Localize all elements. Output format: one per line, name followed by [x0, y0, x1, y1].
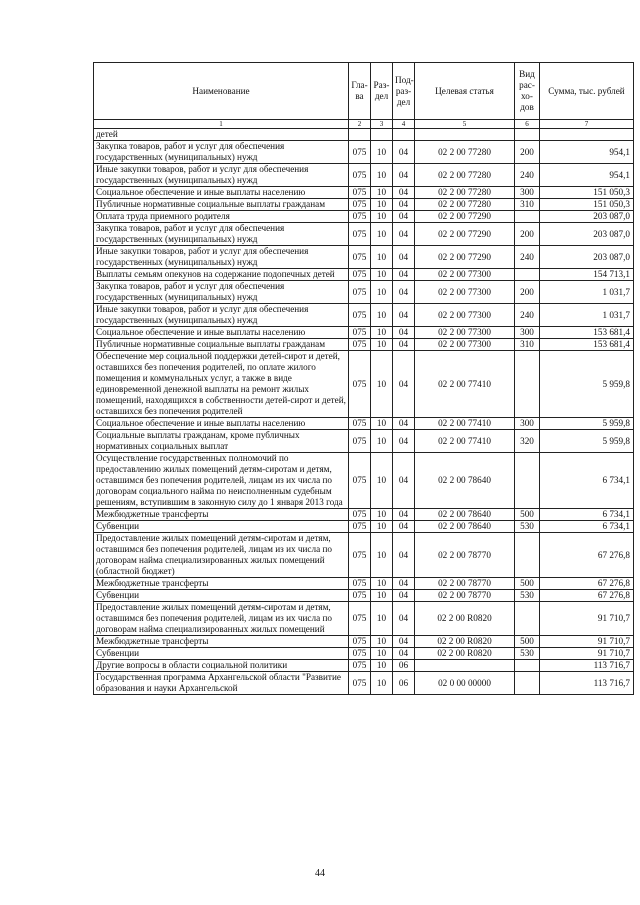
row-subsection-cell: 04: [393, 327, 415, 339]
column-number: 3: [371, 120, 393, 129]
row-name-cell: Закупка товаров, работ и услуг для обеспечения государственных (муниципальных) нужд: [94, 223, 349, 246]
row-expense-type-cell: [515, 602, 540, 636]
row-name-cell: Социальное обеспечение и иные выплаты населению: [94, 418, 349, 430]
row-target-cell: 02 2 00 77280: [415, 187, 515, 199]
row-expense-type-cell: 320: [515, 430, 540, 453]
row-target-cell: [415, 129, 515, 141]
row-amount-cell: 113 716,7: [540, 660, 634, 672]
row-name-cell: Закупка товаров, работ и услуг для обеспечения государственных (муниципальных) нужд: [94, 141, 349, 164]
header-subsection: Под-раз-дел: [393, 63, 415, 120]
row-name-cell: Оплата труда приемного родителя: [94, 211, 349, 223]
row-expense-type-cell: 240: [515, 304, 540, 327]
row-name-cell: Осуществление государственных полномочий по предоставлению жилых помещений детям-сиротам и детям, оставшимся без попечения родителей, лицам из их числа по договорам социального найма по неисполненным судебным решениям, вступившим в законную силу до 1 января 2013 года: [94, 453, 349, 509]
row-subsection-cell: 04: [393, 418, 415, 430]
row-subsection-cell: 04: [393, 430, 415, 453]
row-chapter-cell: 075: [349, 223, 371, 246]
table-row: [94, 211, 634, 223]
table-row: [94, 533, 634, 578]
row-section-cell: 10: [371, 533, 393, 578]
row-target-cell: 02 2 00 78640: [415, 453, 515, 509]
row-chapter-cell: 075: [349, 509, 371, 521]
row-section-cell: [371, 129, 393, 141]
table-row: [94, 430, 634, 453]
row-section-cell: 10: [371, 211, 393, 223]
row-section-cell: 10: [371, 430, 393, 453]
row-name-cell: Обеспечение мер социальной поддержки детей-сирот и детей, оставшихся без попечения родителей, по оплате жилого помещения и коммунальных услуг, а также в виде единовременной денежной выплаты на ремонт жилых помещений, находящихся в собственности детей-сирот и детей, оставшихся без попечения родителей: [94, 351, 349, 418]
row-name-cell: Предоставление жилых помещений детям-сиротам и детям, оставшимся без попечения родителей, лицам из их числа по договорам найма специализированных жилых помещений (областной бюджет): [94, 533, 349, 578]
row-chapter-cell: 075: [349, 602, 371, 636]
row-chapter-cell: 075: [349, 281, 371, 304]
row-expense-type-cell: 240: [515, 164, 540, 187]
row-amount-cell: 153 681,4: [540, 339, 634, 351]
row-section-cell: 10: [371, 164, 393, 187]
row-target-cell: 02 2 00 78770: [415, 533, 515, 578]
row-name-cell: Социальное обеспечение и иные выплаты населению: [94, 327, 349, 339]
row-amount-cell: 5 959,8: [540, 351, 634, 418]
row-target-cell: 02 2 00 77290: [415, 223, 515, 246]
column-number: 6: [515, 120, 540, 129]
row-expense-type-cell: 500: [515, 509, 540, 521]
row-name-cell: Межбюджетные трансферты: [94, 578, 349, 590]
row-chapter-cell: 075: [349, 269, 371, 281]
row-expense-type-cell: 200: [515, 141, 540, 164]
row-section-cell: 10: [371, 199, 393, 211]
row-target-cell: 02 2 00 R0820: [415, 602, 515, 636]
row-name-cell: Межбюджетные трансферты: [94, 636, 349, 648]
row-chapter-cell: 075: [349, 521, 371, 533]
row-name-cell: Субвенции: [94, 648, 349, 660]
table-row: [94, 509, 634, 521]
row-subsection-cell: 06: [393, 672, 415, 695]
row-target-cell: 02 2 00 78770: [415, 590, 515, 602]
row-section-cell: 10: [371, 578, 393, 590]
row-name-cell: Социальные выплаты гражданам, кроме публичных нормативных социальных выплат: [94, 430, 349, 453]
row-section-cell: 10: [371, 339, 393, 351]
row-chapter-cell: 075: [349, 339, 371, 351]
row-target-cell: 02 2 00 77290: [415, 211, 515, 223]
row-name-cell: Закупка товаров, работ и услуг для обеспечения государственных (муниципальных) нужд: [94, 281, 349, 304]
row-section-cell: 10: [371, 521, 393, 533]
header-name: Наименование: [94, 63, 349, 120]
row-expense-type-cell: [515, 453, 540, 509]
row-amount-cell: 203 087,0: [540, 211, 634, 223]
table-body: [94, 129, 634, 695]
row-amount-cell: 91 710,7: [540, 602, 634, 636]
table-row: [94, 648, 634, 660]
row-chapter-cell: 075: [349, 533, 371, 578]
row-chapter-cell: 075: [349, 590, 371, 602]
row-target-cell: 02 2 00 77300: [415, 327, 515, 339]
row-section-cell: 10: [371, 590, 393, 602]
row-subsection-cell: 04: [393, 648, 415, 660]
row-name-cell: детей: [94, 129, 349, 141]
row-chapter-cell: 075: [349, 246, 371, 269]
table-row: [94, 223, 634, 246]
table-row: [94, 129, 634, 141]
row-amount-cell: 151 050,3: [540, 199, 634, 211]
row-expense-type-cell: [515, 351, 540, 418]
row-target-cell: 02 2 00 78770: [415, 578, 515, 590]
row-name-cell: Государственная программа Архангельской области "Развитие образования и науки Архангельской: [94, 672, 349, 695]
row-section-cell: 10: [371, 672, 393, 695]
row-subsection-cell: 04: [393, 141, 415, 164]
row-amount-cell: 91 710,7: [540, 648, 634, 660]
row-amount-cell: 5 959,8: [540, 430, 634, 453]
row-chapter-cell: 075: [349, 327, 371, 339]
row-subsection-cell: 04: [393, 223, 415, 246]
row-name-cell: Субвенции: [94, 521, 349, 533]
row-section-cell: 10: [371, 453, 393, 509]
table-row: [94, 141, 634, 164]
row-subsection-cell: 04: [393, 351, 415, 418]
row-name-cell: Иные закупки товаров, работ и услуг для обеспечения государственных (муниципальных) нужд: [94, 304, 349, 327]
table-row: [94, 339, 634, 351]
row-expense-type-cell: 200: [515, 223, 540, 246]
row-target-cell: 02 2 00 78640: [415, 509, 515, 521]
row-name-cell: Иные закупки товаров, работ и услуг для обеспечения государственных (муниципальных) нужд: [94, 246, 349, 269]
table-row: [94, 269, 634, 281]
row-subsection-cell: 04: [393, 211, 415, 223]
row-expense-type-cell: [515, 211, 540, 223]
column-number: 2: [349, 120, 371, 129]
row-section-cell: 10: [371, 351, 393, 418]
table-row: [94, 418, 634, 430]
table-row: [94, 602, 634, 636]
row-amount-cell: 113 716,7: [540, 672, 634, 695]
row-expense-type-cell: 240: [515, 246, 540, 269]
table-row: [94, 187, 634, 199]
row-section-cell: 10: [371, 141, 393, 164]
row-subsection-cell: 04: [393, 636, 415, 648]
row-amount-cell: [540, 129, 634, 141]
row-subsection-cell: 04: [393, 521, 415, 533]
column-number: 4: [393, 120, 415, 129]
row-subsection-cell: 04: [393, 269, 415, 281]
row-subsection-cell: [393, 129, 415, 141]
row-chapter-cell: 075: [349, 578, 371, 590]
row-target-cell: 02 2 00 77410: [415, 418, 515, 430]
row-target-cell: 02 0 00 00000: [415, 672, 515, 695]
header-chapter: Гла-ва: [349, 63, 371, 120]
row-subsection-cell: 04: [393, 281, 415, 304]
budget-table: [93, 62, 634, 695]
row-expense-type-cell: [515, 129, 540, 141]
row-expense-type-cell: 530: [515, 521, 540, 533]
table-row: [94, 453, 634, 509]
row-chapter-cell: 075: [349, 648, 371, 660]
header-expense-type: Вид рас-хо-дов: [515, 63, 540, 120]
row-expense-type-cell: 300: [515, 187, 540, 199]
table-row: [94, 164, 634, 187]
header-row: [94, 63, 634, 120]
row-amount-cell: 6 734,1: [540, 509, 634, 521]
table-row: [94, 199, 634, 211]
row-section-cell: 10: [371, 636, 393, 648]
table-row: [94, 281, 634, 304]
row-section-cell: 10: [371, 509, 393, 521]
row-chapter-cell: 075: [349, 418, 371, 430]
column-number-row: [94, 120, 634, 129]
row-target-cell: [415, 660, 515, 672]
row-section-cell: 10: [371, 269, 393, 281]
row-name-cell: Социальное обеспечение и иные выплаты населению: [94, 187, 349, 199]
row-chapter-cell: 075: [349, 164, 371, 187]
row-amount-cell: 1 031,7: [540, 281, 634, 304]
row-subsection-cell: 04: [393, 590, 415, 602]
row-name-cell: Субвенции: [94, 590, 349, 602]
row-expense-type-cell: [515, 269, 540, 281]
row-name-cell: Публичные нормативные социальные выплаты гражданам: [94, 199, 349, 211]
column-number: 5: [415, 120, 515, 129]
row-amount-cell: 67 276,8: [540, 578, 634, 590]
row-amount-cell: 67 276,8: [540, 590, 634, 602]
table-row: [94, 636, 634, 648]
row-chapter-cell: 075: [349, 430, 371, 453]
row-chapter-cell: 075: [349, 199, 371, 211]
row-expense-type-cell: 500: [515, 578, 540, 590]
row-amount-cell: 91 710,7: [540, 636, 634, 648]
row-chapter-cell: 075: [349, 453, 371, 509]
row-subsection-cell: 04: [393, 453, 415, 509]
row-amount-cell: 67 276,8: [540, 533, 634, 578]
row-chapter-cell: [349, 129, 371, 141]
row-subsection-cell: 06: [393, 660, 415, 672]
row-target-cell: 02 2 00 77410: [415, 351, 515, 418]
row-expense-type-cell: 310: [515, 199, 540, 211]
row-name-cell: Иные закупки товаров, работ и услуг для обеспечения государственных (муниципальных) нужд: [94, 164, 349, 187]
row-target-cell: 02 2 00 77410: [415, 430, 515, 453]
row-expense-type-cell: [515, 533, 540, 578]
row-section-cell: 10: [371, 648, 393, 660]
row-expense-type-cell: 300: [515, 327, 540, 339]
row-name-cell: Межбюджетные трансферты: [94, 509, 349, 521]
row-chapter-cell: 075: [349, 211, 371, 223]
header-target: Целевая статья: [415, 63, 515, 120]
row-chapter-cell: 075: [349, 636, 371, 648]
row-expense-type-cell: 530: [515, 590, 540, 602]
row-chapter-cell: 075: [349, 141, 371, 164]
row-expense-type-cell: 200: [515, 281, 540, 304]
row-target-cell: 02 2 00 77300: [415, 339, 515, 351]
row-amount-cell: 5 959,8: [540, 418, 634, 430]
row-amount-cell: 203 087,0: [540, 246, 634, 269]
row-subsection-cell: 04: [393, 187, 415, 199]
row-target-cell: 02 2 00 77290: [415, 246, 515, 269]
row-subsection-cell: 04: [393, 602, 415, 636]
row-chapter-cell: 075: [349, 187, 371, 199]
row-expense-type-cell: 500: [515, 636, 540, 648]
row-expense-type-cell: 300: [515, 418, 540, 430]
table-row: [94, 246, 634, 269]
row-subsection-cell: 04: [393, 199, 415, 211]
row-amount-cell: 954,1: [540, 164, 634, 187]
row-chapter-cell: 075: [349, 351, 371, 418]
column-number: 1: [94, 120, 349, 129]
row-subsection-cell: 04: [393, 246, 415, 269]
row-chapter-cell: 075: [349, 304, 371, 327]
row-amount-cell: 1 031,7: [540, 304, 634, 327]
row-expense-type-cell: [515, 660, 540, 672]
column-number: 7: [540, 120, 634, 129]
row-subsection-cell: 04: [393, 164, 415, 187]
row-target-cell: 02 2 00 77300: [415, 304, 515, 327]
row-name-cell: Выплаты семьям опекунов на содержание подопечных детей: [94, 269, 349, 281]
row-expense-type-cell: 530: [515, 648, 540, 660]
table-row: [94, 672, 634, 695]
row-amount-cell: 6 734,1: [540, 453, 634, 509]
row-section-cell: 10: [371, 418, 393, 430]
row-amount-cell: 151 050,3: [540, 187, 634, 199]
row-amount-cell: 6 734,1: [540, 521, 634, 533]
row-section-cell: 10: [371, 327, 393, 339]
row-subsection-cell: 04: [393, 509, 415, 521]
row-target-cell: 02 2 00 77280: [415, 164, 515, 187]
row-section-cell: 10: [371, 602, 393, 636]
row-section-cell: 10: [371, 281, 393, 304]
row-section-cell: 10: [371, 660, 393, 672]
row-target-cell: 02 2 00 77300: [415, 281, 515, 304]
row-target-cell: 02 2 00 R0820: [415, 648, 515, 660]
header-amount: Сумма, тыс. рублей: [540, 63, 634, 120]
row-subsection-cell: 04: [393, 578, 415, 590]
row-name-cell: Другие вопросы в области социальной политики: [94, 660, 349, 672]
row-target-cell: 02 2 00 77300: [415, 269, 515, 281]
row-target-cell: 02 2 00 R0820: [415, 636, 515, 648]
row-section-cell: 10: [371, 187, 393, 199]
table-row: [94, 578, 634, 590]
row-name-cell: Публичные нормативные социальные выплаты гражданам: [94, 339, 349, 351]
row-subsection-cell: 04: [393, 339, 415, 351]
table-row: [94, 351, 634, 418]
row-section-cell: 10: [371, 223, 393, 246]
row-target-cell: 02 2 00 78640: [415, 521, 515, 533]
row-expense-type-cell: [515, 672, 540, 695]
row-section-cell: 10: [371, 246, 393, 269]
header-section: Раз-дел: [371, 63, 393, 120]
row-target-cell: 02 2 00 77280: [415, 141, 515, 164]
page-number: 44: [315, 868, 325, 879]
row-expense-type-cell: 310: [515, 339, 540, 351]
table-row: [94, 304, 634, 327]
row-subsection-cell: 04: [393, 533, 415, 578]
table-row: [94, 660, 634, 672]
row-amount-cell: 954,1: [540, 141, 634, 164]
row-amount-cell: 203 087,0: [540, 223, 634, 246]
row-amount-cell: 154 713,1: [540, 269, 634, 281]
row-chapter-cell: 075: [349, 660, 371, 672]
table-row: [94, 521, 634, 533]
row-chapter-cell: 075: [349, 672, 371, 695]
table-row: [94, 327, 634, 339]
row-name-cell: Предоставление жилых помещений детям-сиротам и детям, оставшимся без попечения родителей, лицам из их числа по договорам найма специализированных жилых помещений: [94, 602, 349, 636]
table-row: [94, 590, 634, 602]
row-subsection-cell: 04: [393, 304, 415, 327]
row-section-cell: 10: [371, 304, 393, 327]
row-target-cell: 02 2 00 77280: [415, 199, 515, 211]
row-amount-cell: 153 681,4: [540, 327, 634, 339]
